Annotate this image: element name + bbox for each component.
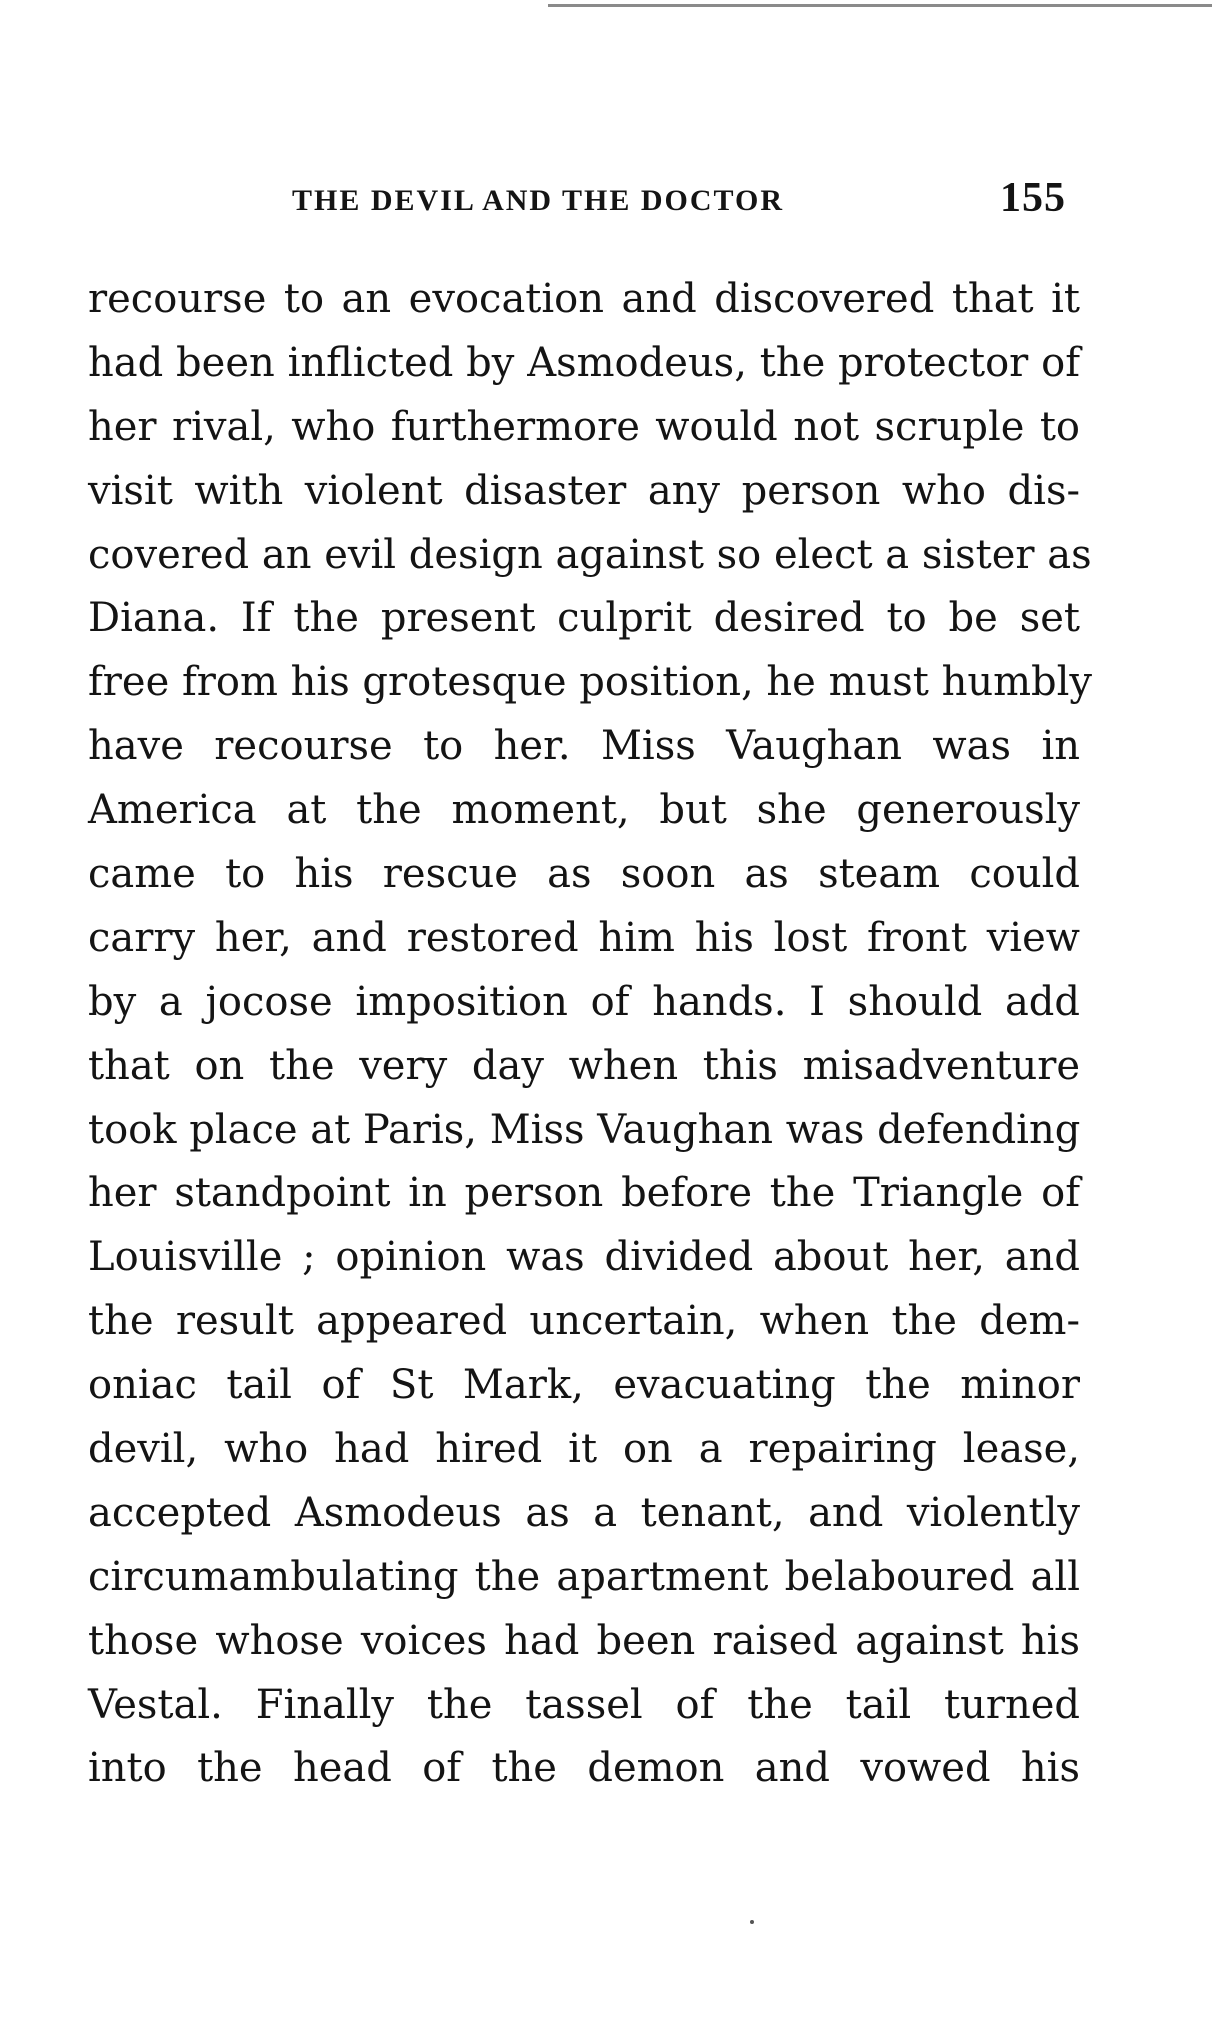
text-line: circumambulating the apartment belaboured all [88,1553,1080,1600]
text-line: the result appeared uncertain, when the dem- [88,1298,1080,1345]
text-line: Louisville ; opinion was divided about her, and [88,1234,1080,1281]
ink-speck [750,1920,754,1924]
text-line: have recourse to her. Miss Vaughan was in [88,723,1080,770]
text-line: carry her, and restored him his lost front view [88,914,1080,961]
text-line: recourse to an evocation and discovered that it [88,276,1080,322]
text-line: came to his rescue as soon as steam could [88,851,1080,898]
text-line: that on the very day when this misadventure [88,1042,1080,1089]
text-line: her rival, who furthermore would not scruple to [88,403,1080,450]
text-line: devil, who had hired it on a repairing lease, [88,1426,1080,1473]
text-line: into the head of the demon and vowed his [88,1745,1080,1792]
text-line: took place at Paris, Miss Vaughan was defending [88,1106,1081,1153]
text-line: America at the moment, but she generously [88,787,1080,834]
text-line: by a jocose imposition of hands. I should add [88,978,1080,1025]
text-line: visit with violent disaster any person who dis- [88,467,1080,514]
text-line: her standpoint in person before the Triangle of [88,1170,1080,1217]
text-line: Diana. If the present culprit desired to be set [88,595,1080,642]
text-line: had been inflicted by Asmodeus, the protector of [88,339,1080,386]
text-line: those whose voices had been raised against his [88,1617,1080,1664]
text-line: Vestal. Finally the tassel of the tail turned [88,1681,1080,1728]
running-title: THE DEVIL AND THE DOCTOR [292,184,785,217]
text-line: accepted Asmodeus as a tenant, and violently [88,1489,1080,1536]
page-number: 155 [1000,175,1066,221]
text-line: free from his grotesque position, he must humbly [88,659,1093,706]
text-line: covered an evil design against so elect a sister as [88,531,1092,578]
text-line: oniac tail of St Mark, evacuating the minor [88,1362,1080,1409]
